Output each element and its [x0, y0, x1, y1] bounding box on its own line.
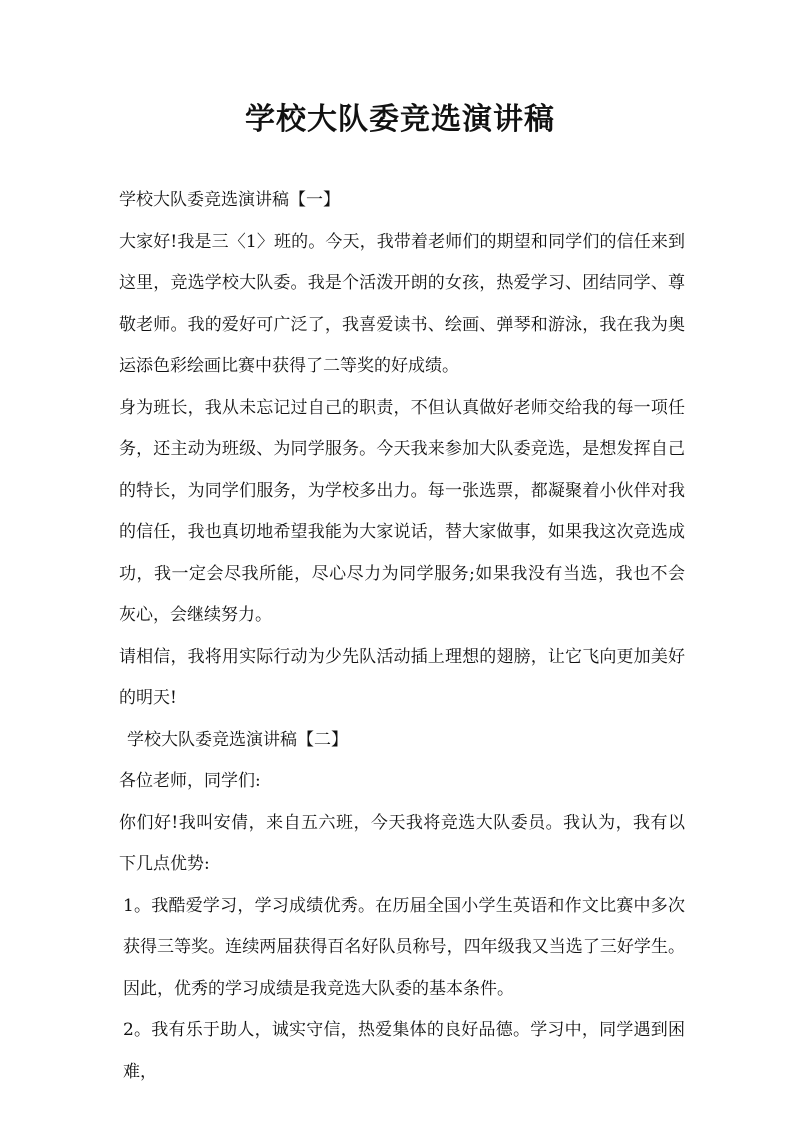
paragraph-6: 2。我有乐于助人，诚实守信，热爱集体的良好品德。学习中，同学遇到困难，: [123, 1020, 685, 1082]
section-heading-1: 学校大队委竞选演讲稿【一】: [119, 190, 340, 210]
document-body: [117, 180, 685, 1093]
paragraph-4: 你们好!我叫安倩，来自五六班，今天我将竞选大队委员。我认为，我有以下几点优势:: [119, 812, 685, 874]
paragraph-1: 大家好!我是三〈1〉班的。今天，我带着老师们的期望和同学们的信任来到这里，竞选学校大队委。我是个活泼开朗的女孩，热爱学习、团结同学、尊敬老师。我的爱好可广泛了，我喜爱读书、绘画、弹琴和游泳，我在我为奥运添色彩绘画比赛中获得了二等奖的好成绩。: [119, 231, 685, 376]
document-title: 学校大队委竞选演讲稿: [245, 102, 555, 137]
section-heading-2: 学校大队委竞选演讲稿【二】: [127, 729, 348, 750]
paragraph-2: 身为班长，我从未忘记过自己的职责，不但认真做好老师交给我的每一项任务，还主动为班级、为同学服务。今天我来参加大队委竞选，是想发挥自己的特长，为同学们服务，为学校多出力。每一张选票，都凝聚着小伙伴对我的信任，我也真切地希望我能为大家说话，替大家做事，如果我这次竞选成功，我一定会尽我所能，尽心尽力为同学服务;如果我没有当选，我也不会灰心，会继续努力。: [119, 397, 685, 625]
paragraph-3: 请相信，我将用实际行动为少先队活动插上理想的翅膀，让它飞向更加美好的明天!: [119, 646, 685, 708]
paragraph-5: 1。我酷爱学习，学习成绩优秀。在历届全国小学生英语和作文比赛中多次获得三等奖。连续两届获得百名好队员称号，四年级我又当选了三好学生。因此，优秀的学习成绩是我竞选大队委的基本条件。: [123, 895, 685, 999]
salutation: 各位老师，同学们:: [119, 771, 261, 791]
